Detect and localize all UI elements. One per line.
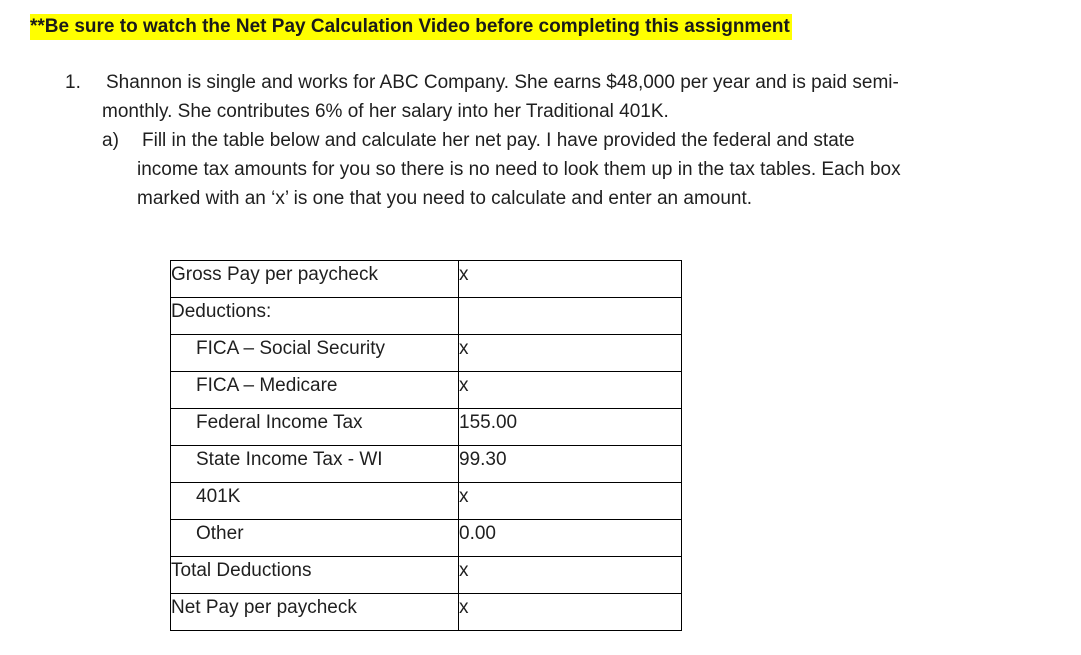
row-value-cell: 0.00 — [459, 520, 682, 557]
row-label: Net Pay per paycheck — [171, 594, 459, 631]
row-value-cell[interactable]: x — [459, 483, 682, 520]
row-value-cell: 99.30 — [459, 446, 682, 483]
question-text-line-1: Shannon is single and works for ABC Company. She earns $48,000 per year and is paid semi- — [106, 72, 899, 93]
row-label: Deductions: — [171, 298, 459, 335]
question-number: 1. — [65, 72, 81, 93]
row-value-cell[interactable]: x — [459, 261, 682, 298]
net-pay-table — [170, 260, 682, 631]
table-row-other — [171, 520, 682, 557]
part-text-line-3: marked with an ‘x’ is one that you need to calculate and enter an amount. — [137, 188, 753, 209]
row-label: Other — [171, 520, 459, 557]
table-row-social-security — [171, 335, 682, 372]
row-label: Gross Pay per paycheck — [171, 261, 459, 298]
part-text-line-1: Fill in the table below and calculate her net pay. I have provided the federal and state — [142, 130, 855, 151]
row-label: State Income Tax - WI — [171, 446, 459, 483]
table-row-state-tax — [171, 446, 682, 483]
part-text-line-2: income tax amounts for you so there is no need to look them up in the tax tables. Each box — [137, 159, 901, 180]
notice-banner: **Be sure to watch the Net Pay Calculation Video before completing this assignment — [30, 14, 792, 40]
table-row-total-deductions — [171, 557, 682, 594]
row-label: Total Deductions — [171, 557, 459, 594]
table-row-gross-pay — [171, 261, 682, 298]
row-value-cell — [459, 298, 682, 335]
table-row-medicare — [171, 372, 682, 409]
table-row-deductions-header — [171, 298, 682, 335]
row-value-cell: 155.00 — [459, 409, 682, 446]
row-value-cell[interactable]: x — [459, 594, 682, 631]
row-label: FICA – Social Security — [171, 335, 459, 372]
question-text-line-2: monthly. She contributes 6% of her salary into her Traditional 401K. — [102, 101, 669, 122]
row-label: FICA – Medicare — [171, 372, 459, 409]
table-row-401k — [171, 483, 682, 520]
row-value-cell[interactable]: x — [459, 335, 682, 372]
table-row-net-pay — [171, 594, 682, 631]
row-label: Federal Income Tax — [171, 409, 459, 446]
row-label: 401K — [171, 483, 459, 520]
part-marker: a) — [102, 130, 119, 151]
table-row-federal-tax — [171, 409, 682, 446]
row-value-cell[interactable]: x — [459, 557, 682, 594]
row-value-cell[interactable]: x — [459, 372, 682, 409]
